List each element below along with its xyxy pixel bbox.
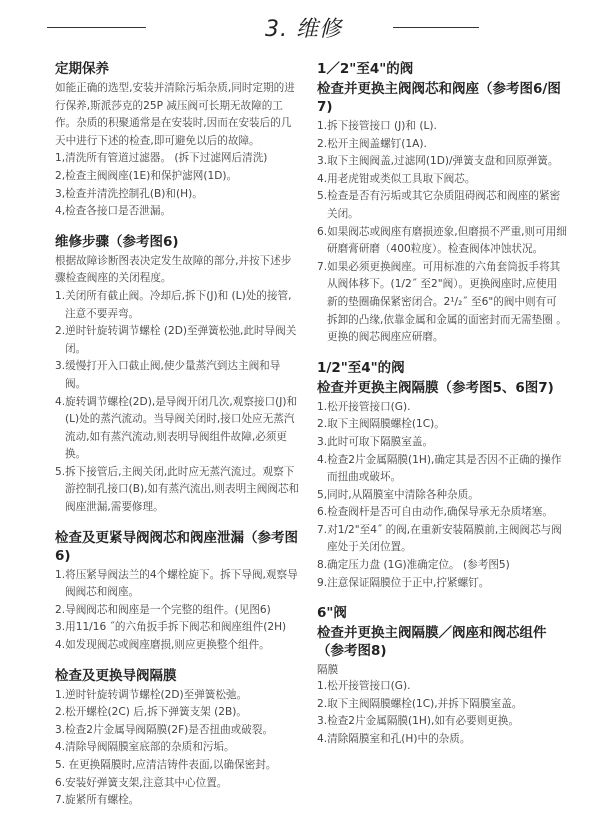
list-item: 5.检查是否有污垢或其它杂质阻碍阀芯和阀座的紧密关闭。	[317, 190, 561, 220]
list-item: 7.对1/2"至4˝ 的阀,在重新安装隔膜前,主阀阀芯与阀座处于关闭位置。	[317, 523, 562, 554]
list-item: 7.旋紧所有螺栓。	[55, 794, 140, 807]
list-item: 5,同时,从隔膜室中清除各种杂质。	[317, 488, 479, 501]
list-item: 6.如果阀芯或阀座有磨损迹象,但磨损不严重,则可用细研磨膏研磨（400粒度）。检查阀体冲蚀状况。	[317, 225, 567, 256]
list-item: 2.取下主阀隔膜螺栓(1C),并拆下隔膜室盖。	[317, 697, 523, 710]
section-heading: 维修步骤（参考图6)	[55, 233, 179, 250]
list-item: 4.清除导阀隔膜室底部的杂质和污垢。	[55, 741, 235, 754]
list-item: 3.用11/16 ˝的六角扳手拆下阀芯和阀座组件(2H)	[55, 621, 287, 634]
section-subheading: 检查并更换主阀阀芯和阀座（参考图6/图7)	[317, 81, 561, 115]
section-main-valve-seat	[317, 60, 567, 347]
left-column	[55, 60, 300, 822]
list-item: 2.松开主阀盖螺钉(1A).	[317, 137, 427, 150]
list-item: 3.取下主阀阀盖,过滤网(1D)/弹簧支盘和回原弹簧。	[317, 155, 559, 168]
section-heading: 6"阀	[317, 605, 347, 622]
list-item: 2.取下主阀隔膜螺栓(1C)。	[317, 418, 445, 431]
list-item: 5. 在更换隔膜时,应清洁铸件表面,以确保密封。	[55, 759, 277, 771]
page-header	[0, 0, 607, 55]
section-pilot-diaphragm	[55, 667, 300, 810]
list-item: 1,清洗所有管道过滤器。 (拆下过滤网后清洗)	[55, 152, 268, 165]
list-item: 3.检查2片金属隔膜(1H),如有必要则更换。	[317, 715, 520, 728]
list-item: 5.拆下接管后,主阀关闭,此时应无蒸汽流过。观察下游控制孔接口(B),如有蒸汽流出,则表明主阀阀芯和阀座泄漏,需要修理。	[55, 465, 300, 514]
section-main-diaphragm	[317, 359, 567, 593]
section-routine-maintenance	[55, 60, 300, 221]
list-item: 4,检查各接口是否泄漏。	[55, 205, 172, 218]
list-item: 1.松开接管接口(G).	[317, 400, 411, 413]
diaphragm-label: 隔膜	[317, 664, 339, 677]
page-title: 3. 维修	[265, 17, 342, 42]
list-item: 8.确定压力盘 (1G)准确定位。 (参考图5)	[317, 559, 510, 572]
list-item: 2.导阀阀芯和阀座是一个完整的组件。(见图6)	[55, 603, 271, 616]
list-item: 2.松开螺栓(2C) 后,拆下弹簧支架 (2B)。	[55, 706, 248, 719]
list-item: 1.将压紧导阀法兰的4个螺栓旋下。拆下导阀,观察导阀阀芯和阀座。	[55, 568, 298, 599]
section-6in-valve	[317, 604, 567, 748]
list-item: 7.如果必须更换阀座。可用标准的六角套筒扳手将其从阀体移下。(1/2˝ 至2"阀）。更换阀座时,应使用新的垫圈确保紧密闭合。2¹/₂˝ 至6"的阀中则有可拆卸的凸缘,依靠金属和金属的面密封而无需垫圈 。更换的阀芯阀座应研磨。	[317, 260, 567, 344]
list-item: 1.拆下接管接口 (J)和 (L).	[317, 120, 437, 132]
section-intro: 根据故障诊断图表决定发生故障的部分,并按下述步骤检查阀座的关闭程度。	[55, 254, 292, 285]
section-subheading: 检查并更换主阀隔膜／阀座和阀芯组件（参考图8)	[317, 625, 547, 660]
section-pilot-valve-seat	[55, 529, 300, 655]
list-item: 3.检查2片金属导阀隔膜(2F)是否扭曲或破裂。	[55, 723, 274, 736]
list-item: 3,检查并清洗控制孔(B)和(H)。	[55, 187, 203, 200]
list-item: 6.检查阀杆是否可自由动作,确保导承无杂质堵塞。	[317, 506, 553, 519]
section-subheading: 检查并更换主阀隔膜（参考图5、6图7)	[317, 379, 554, 396]
header-rule-right	[393, 27, 479, 28]
list-item: 4.清除隔膜室和孔(H)中的杂质。	[317, 733, 471, 746]
list-item: 4.旋转调节螺栓(2D),是导阀开闭几次,观察接口(J)和(L)处的蒸汽流动。当导阀关闭时,接口处应无蒸汽流动,如有蒸汽流动,则表明导阀组件故障,必须更换。	[55, 395, 298, 461]
list-item: 1.松开接管接口(G).	[317, 680, 411, 693]
list-item: 2.逆时针旋转调节螺栓 (2D)至弹簧松弛,此时导阀关闭。	[55, 325, 297, 355]
section-heading: 1/2"至4"的阀	[317, 359, 405, 376]
list-item: 9.注意保证隔膜位于正中,拧紧螺钉。	[317, 576, 490, 589]
list-item: 3.缓慢打开入口截止阀,使少量蒸汽到达主阀和导阀。	[55, 360, 281, 390]
right-column	[317, 60, 567, 761]
list-item: 3.此时可取下隔膜室盖。	[317, 435, 434, 448]
list-item: 2,检查主阀阀座(1E)和保护滤网(1D)。	[55, 169, 238, 182]
section-heading: 1／2"至4"的阀	[317, 61, 414, 77]
list-item: 4.如发现阀芯或阀座磨损,则应更换整个组件。	[55, 639, 270, 652]
list-item: 6.安装好弹簧支架,注意其中心位置。	[55, 776, 228, 789]
section-heading: 定期保养	[55, 61, 109, 77]
list-item: 4.用老虎钳或类似工具取下阀芯。	[317, 172, 476, 185]
section-heading: 检查及更紧导阀阀芯和阀座泄漏（参考图6)	[55, 529, 298, 564]
list-item: 1.关闭所有截止阀。冷却后,拆下(J)和 (L)处的接管,注意不要弄弯。	[55, 289, 292, 320]
section-heading: 检查及更换导阀隔膜	[55, 667, 177, 684]
section-intro: 如能正确的选型,安装并清除污垢杂质,同时定期的进行保养,斯派莎克的25P 减压阀可长期无故障的工作。杂质的积聚通常是在安装时,因而在安装后的几天中进行下述的检查,即可避免以后的故障。	[55, 82, 295, 147]
list-item: 1.逆时针旋转调节螺栓(2D)至弹簧松弛。	[55, 688, 248, 701]
section-maintenance-steps	[55, 233, 300, 517]
list-item: 4.检查2片金属隔膜(1H),确定其是否因不正确的操作而扭曲或破坏。	[317, 453, 562, 484]
